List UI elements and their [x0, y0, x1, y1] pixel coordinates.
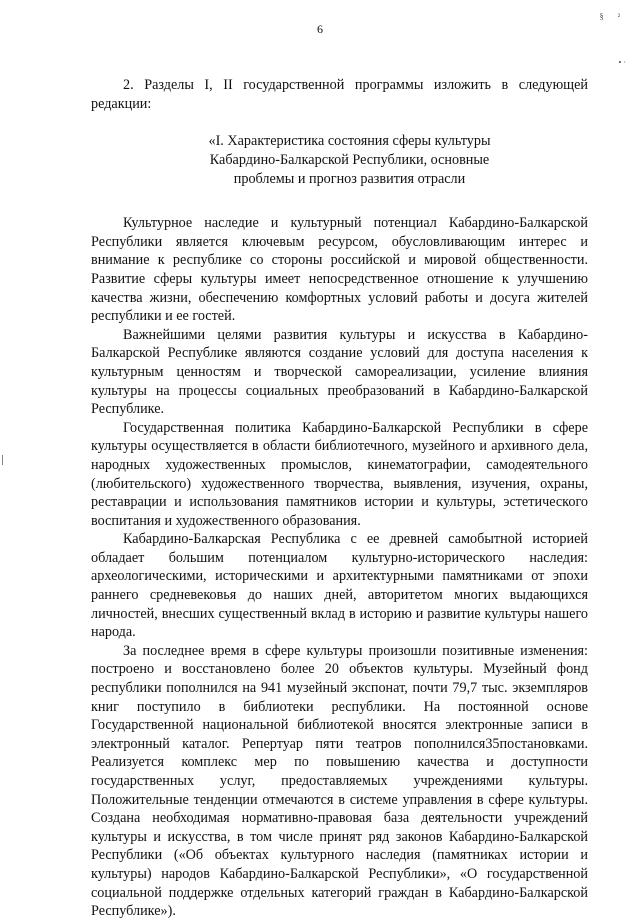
page-number: 6: [317, 22, 323, 36]
heading-line-1: «I. Характеристика состояния сферы культуры: [208, 133, 491, 150]
heading-line-2: Кабардино-Балкарской Республики, основные: [209, 152, 490, 169]
section-heading: [91, 132, 588, 189]
paragraph-cultural-heritage: Культурное наследие и культурный потенциал Кабардино-Балкарской Республики является ключевым ресурсом, обусловливающим интерес и внимание к республике со стороны российской и мировой общественности. Развитие сферы культуры имеет непосредственное отношение к улучшению качества жизни, обеспечению комфортных условий работы и досуга жителей республики и ее гостей.: [91, 215, 588, 325]
paragraph-historical-potential: Кабардино-Балкарская Республика с ее древней самобытной историей обладает большим потенциалом культурно-исторического наследия: археологическими, историческими и архитектурными памятниками от эпохи раннего средневековья до наших дней, авторитетом многих выдающихся личностей, внесших существенный вклад в историю и развитие культуры нашего народа.: [91, 531, 588, 641]
margin-scan-mark: [2, 455, 3, 465]
intro-paragraph: 2. Разделы I, II государственной программы изложить в следующей редакции:: [91, 77, 588, 112]
document-body: [91, 76, 588, 921]
heading-line-3: проблемы и прогноз развития отрасли: [233, 171, 466, 188]
paragraph-development-goals: Важнейшими целями развития культуры и искусства в Кабардино-Балкарской Республике являются создание условий для доступа населения к культурным ценностям и творческой самореализации, усиление влияния культуры на процессы социальных преобразований в Кабардино-Балкарской Республике.: [91, 326, 588, 418]
corner-scan-marks: § ²: [599, 12, 626, 21]
corner-scan-marks-lower: • ·: [618, 58, 626, 67]
paragraph-recent-changes: За последнее время в сфере культуры произошли позитивные изменения: построено и восстановлено более 20 объектов культуры. Музейный фонд республики пополнился на 941 музейный экспонат, почти 79,7 тыс. экземпляров книг поступило в библиотеки республики. На постоянной основе Государственной национальной библиотекой вносятся электронные записи в электронный каталог. Репертуар пяти театров пополнился35постановками. Реализуется комплекс мер по повышению качества и доступности государственных услуг, предоставляемых учреждениями культуры. Положительные тенденции отмечаются в системе управления в сфере культуры. Создана необходимая нормативно-правовая база деятельности учреждений культуры и искусства, в том числе принят ряд законов Кабардино-Балкарской Республики («Об объектах культурного наследия (памятниках истории и культуры) народов Кабардино-Балкарской Республики», «О государственной социальной поддержке отдельных категорий граждан в Кабардино-Балкарской Республике»).: [91, 642, 588, 920]
paragraph-state-policy: Государственная политика Кабардино-Балкарской Республики в сфере культуры осуществляется в области библиотечного, музейного и архивного дела, народных художественных промыслов, кинематографии, самодеятельного (любительского) художественного творчества, выявления, изучения, охраны, реставрации и использования памятников истории и культуры, эстетического воспитания и художественного образования.: [91, 419, 588, 529]
